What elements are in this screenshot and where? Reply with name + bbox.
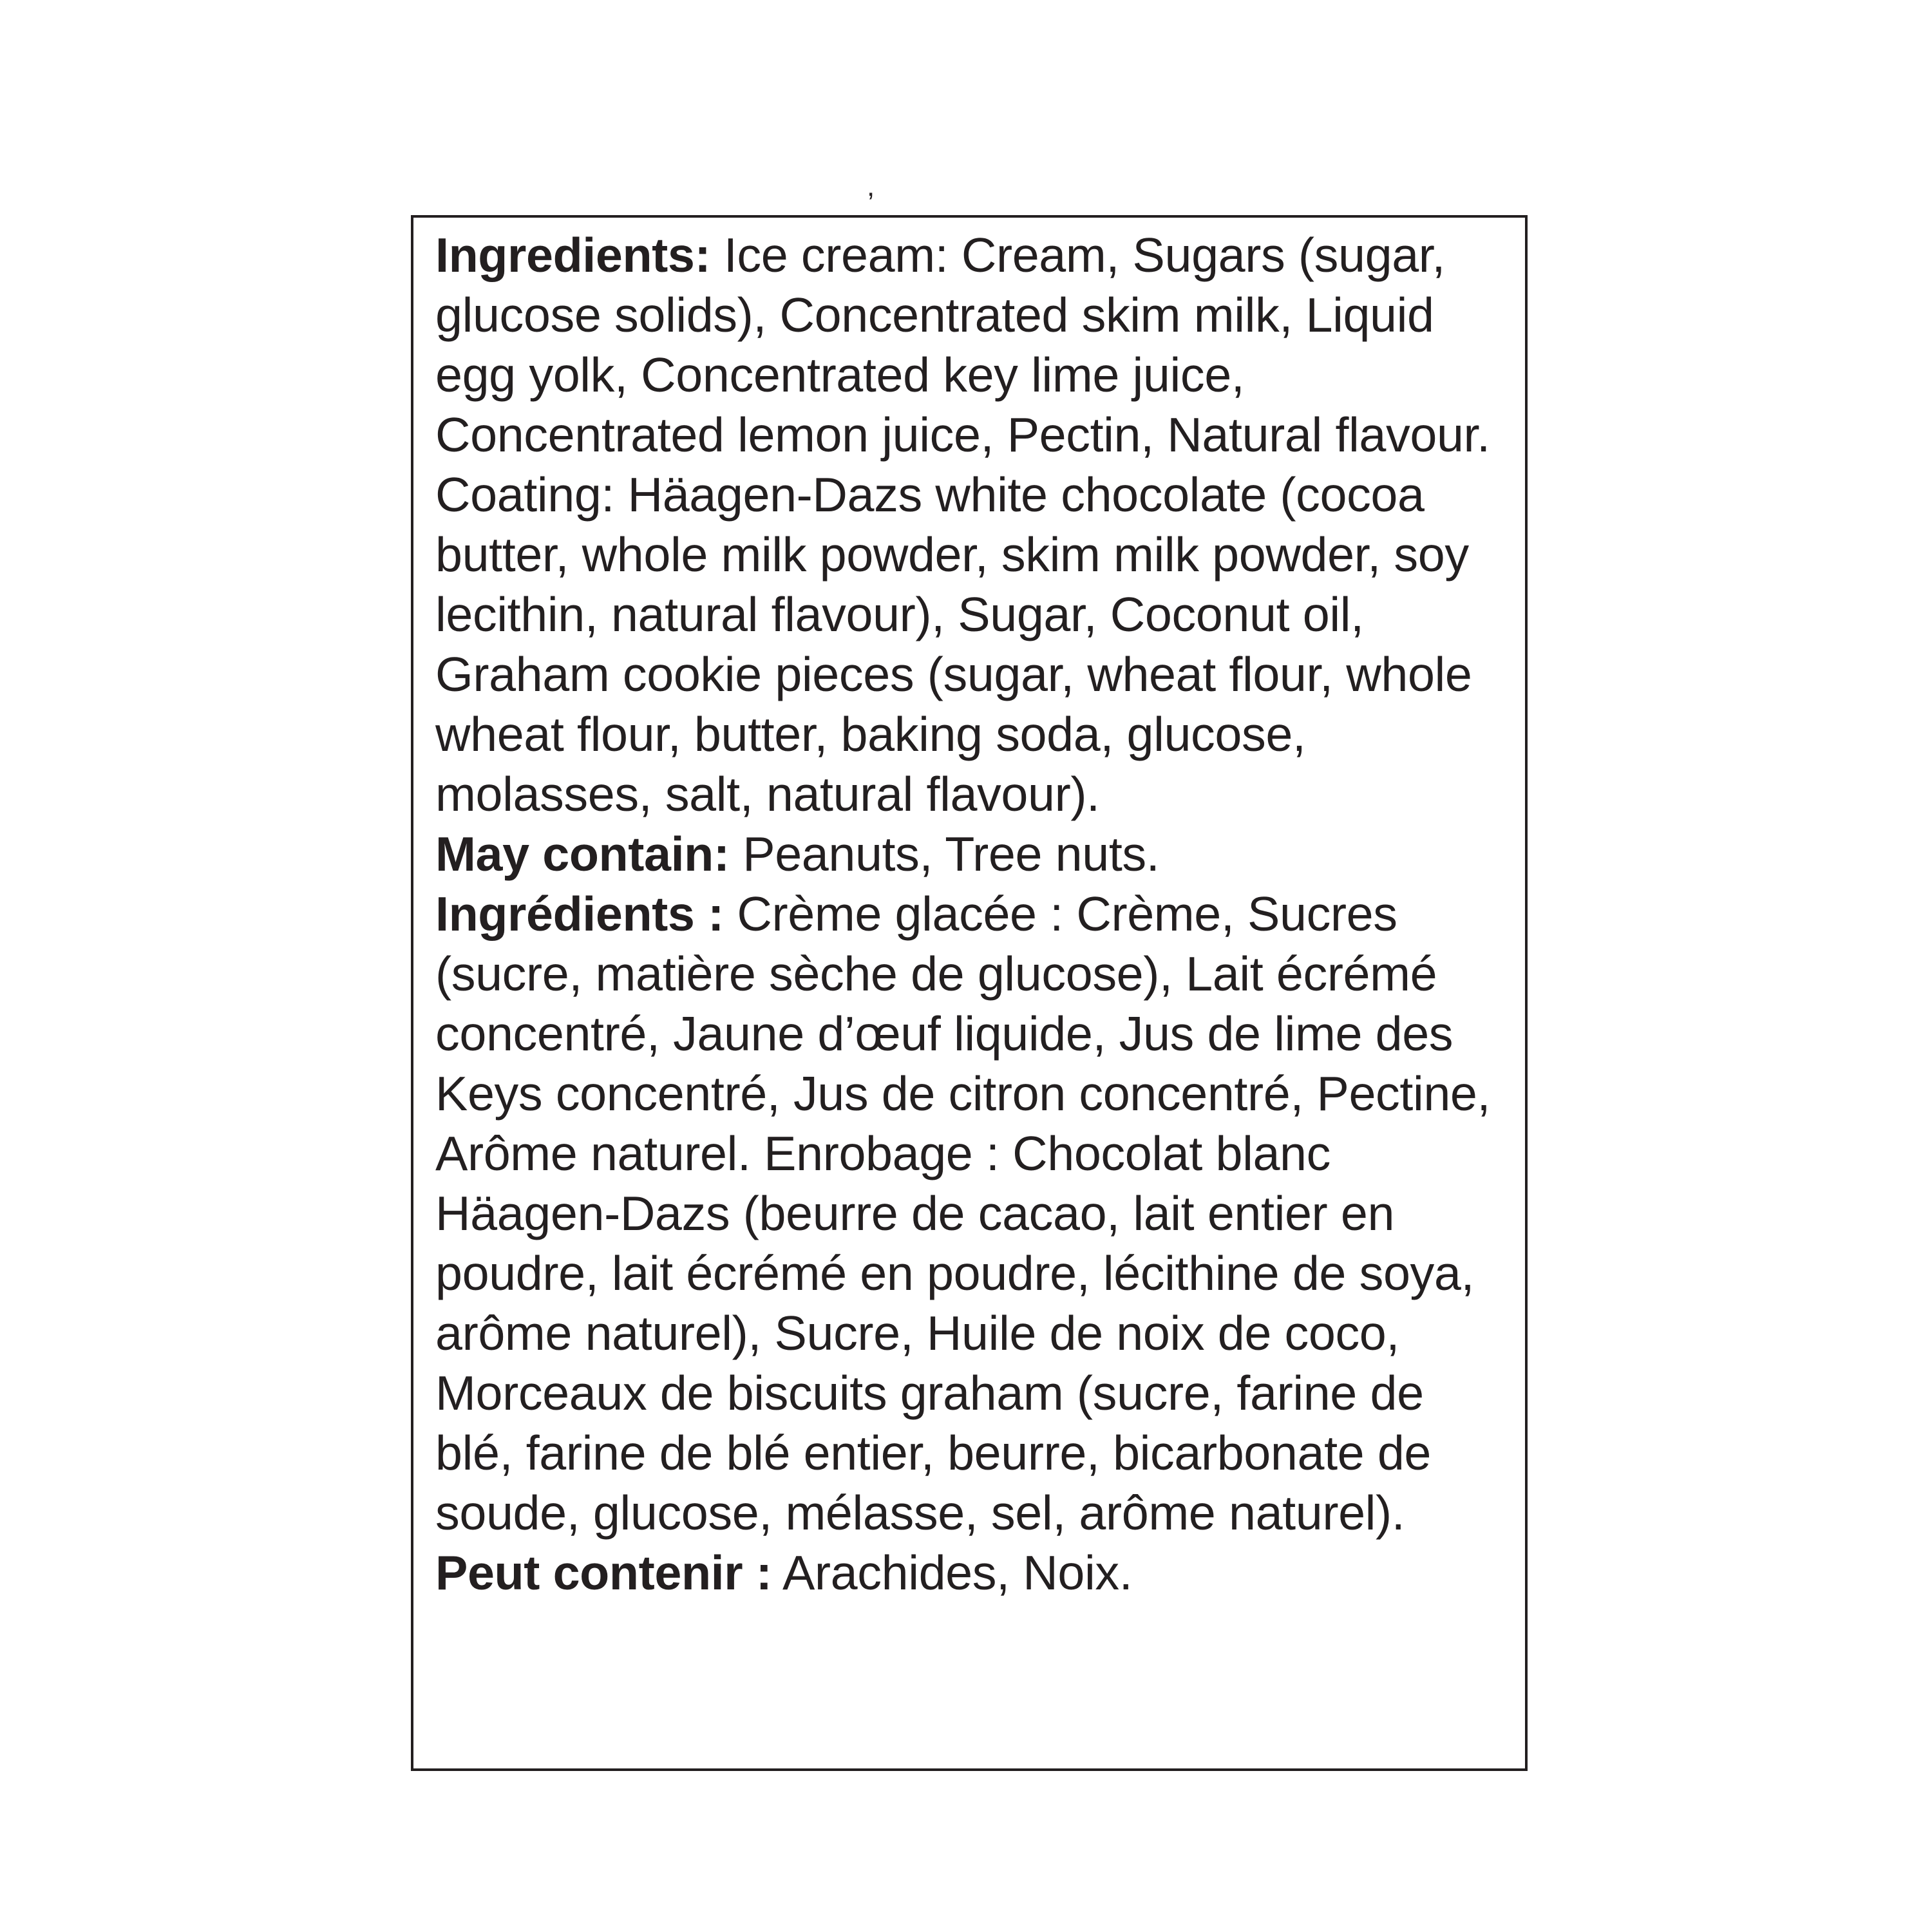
ingredients-fr-heading: Ingrédients : (435, 887, 724, 941)
ingredients-en-text: Ice cream: Cream, Sugars (sugar, glucose solids), Concentrated skim milk, Liquid egg yolk, Concentrated key lime juice, Concentrated lemon juice, Pectin, Natural flavour. Coating: Häagen-Dazs white chocolate (cocoa butter, whole milk powder, skim milk powder, soy lecithin, natural flavour), Sugar, Coconut oil, Graham cookie pieces (sugar, wheat flour, whole wheat flour, butter, baking soda, glucose, molasses, salt, natural flavour). (435, 228, 1490, 821)
may-contain-en-heading: May contain: (435, 827, 730, 881)
ingredients-en-paragraph (435, 225, 1512, 824)
may-contain-fr-paragraph (435, 1543, 1512, 1603)
may-contain-fr-text: Arachides, Noix. (782, 1546, 1133, 1600)
stray-comma-mark: , (867, 171, 875, 202)
ingredients-text-block (435, 225, 1512, 1603)
ingredients-label-box (411, 215, 1528, 1771)
may-contain-fr-heading: Peut contenir : (435, 1546, 772, 1600)
may-contain-en-paragraph (435, 824, 1512, 884)
may-contain-en-text: Peanuts, Tree nuts. (743, 827, 1160, 881)
ingredients-fr-text: Crème glacée : Crème, Sucres (sucre, matière sèche de glucose), Lait écrémé concentré, Jaune d’œuf liquide, Jus de lime des Keys concentré, Jus de citron concentré, Pectine, Arôme naturel. Enrobage : Chocolat blanc Häagen-Dazs (beurre de cacao, lait entier en poudre, lait écrémé en poudre, lécithine de soya, arôme naturel), Sucre, Huile de noix de coco, Morceaux de biscuits graham (sucre, farine de blé, farine de blé entier, beurre, bicarbonate de soude, glucose, mélasse, sel, arôme naturel). (435, 887, 1491, 1540)
ingredients-fr-paragraph (435, 884, 1512, 1543)
ingredients-en-heading: Ingredients: (435, 228, 711, 282)
